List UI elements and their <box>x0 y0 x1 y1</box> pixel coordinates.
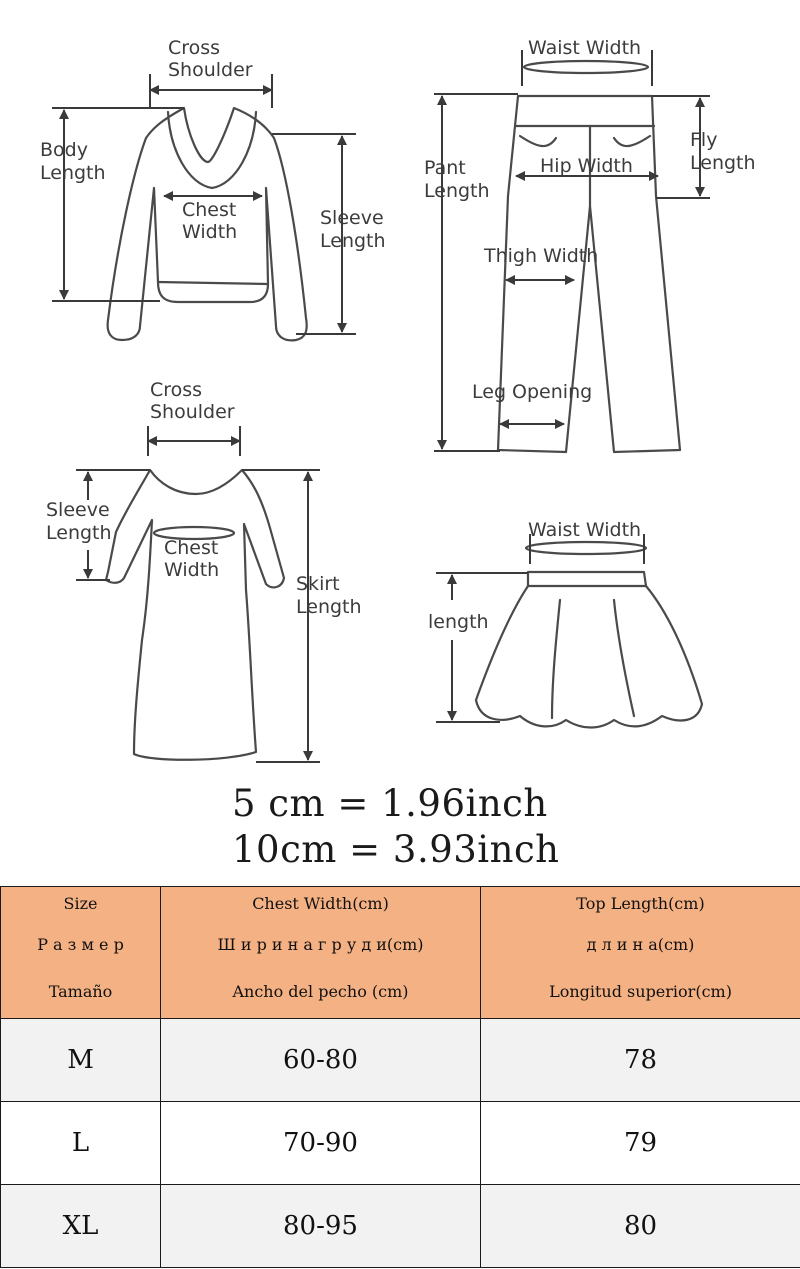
dress-figure <box>76 426 320 762</box>
size-table <box>0 886 800 1268</box>
pants-fly-length-label: Fly Length <box>690 129 756 174</box>
chest-width-cell: 60-80 <box>161 1019 481 1102</box>
skirt-length-label: length <box>428 611 489 633</box>
header-chest-ru: Ш и р и н а г р у д и(cm) <box>217 935 424 954</box>
table-row <box>1 1185 800 1268</box>
header-chest-en: Chest Width(cm) <box>252 894 389 913</box>
sweater-cross-shoulder-label: Cross Shoulder <box>168 37 253 81</box>
pants-hip-width-label: Hip Width <box>540 155 633 177</box>
size-cell: M <box>1 1019 161 1102</box>
pants-leg-opening-label: Leg Opening <box>472 381 593 403</box>
conversion-line-1: 5 cm = 1.96inch <box>232 782 548 825</box>
skirt-waist-width-label: Waist Width <box>528 519 642 541</box>
sweater-body-length-label: Body Length <box>40 139 106 184</box>
sweater-chest-width-label: Chest Width <box>182 199 238 243</box>
header-top-length <box>481 887 800 1019</box>
header-chest-es: Ancho del pecho (cm) <box>232 982 409 1001</box>
top-length-cell: 79 <box>481 1102 800 1185</box>
dress-chest-width-label: Chest Width <box>164 537 220 581</box>
header-size <box>1 887 161 1019</box>
size-cell: XL <box>1 1185 161 1268</box>
pants-thigh-width-label: Thigh Width <box>484 245 599 267</box>
header-length-es: Longitud superior(cm) <box>549 982 732 1001</box>
conversion-line-2: 10cm = 3.93inch <box>232 828 560 871</box>
dress-sleeve-length-label: Sleeve Length <box>46 499 112 544</box>
header-size-en: Size <box>63 894 98 913</box>
table-row <box>1 1019 800 1102</box>
top-length-cell: 78 <box>481 1019 800 1102</box>
chest-width-cell: 70-90 <box>161 1102 481 1185</box>
sweater-sleeve-length-label: Sleeve Length <box>320 207 386 252</box>
dress-cross-shoulder-label: Cross Shoulder <box>150 379 235 423</box>
top-length-cell: 80 <box>481 1185 800 1268</box>
pants-pant-length-label: Pant Length <box>424 157 490 202</box>
dress-skirt-length-label: Skirt Length <box>296 573 362 618</box>
header-size-ru: Р а з м е р <box>37 935 124 954</box>
chest-width-cell: 80-95 <box>161 1185 481 1268</box>
pants-waist-width-label: Waist Width <box>528 37 642 59</box>
table-header-row <box>1 887 800 1019</box>
size-cell: L <box>1 1102 161 1185</box>
header-chest-width <box>161 887 481 1019</box>
header-size-es: Tamaño <box>48 982 113 1001</box>
header-length-en: Top Length(cm) <box>576 894 705 913</box>
table-row <box>1 1102 800 1185</box>
header-length-ru: д л и н а(cm) <box>586 935 695 954</box>
